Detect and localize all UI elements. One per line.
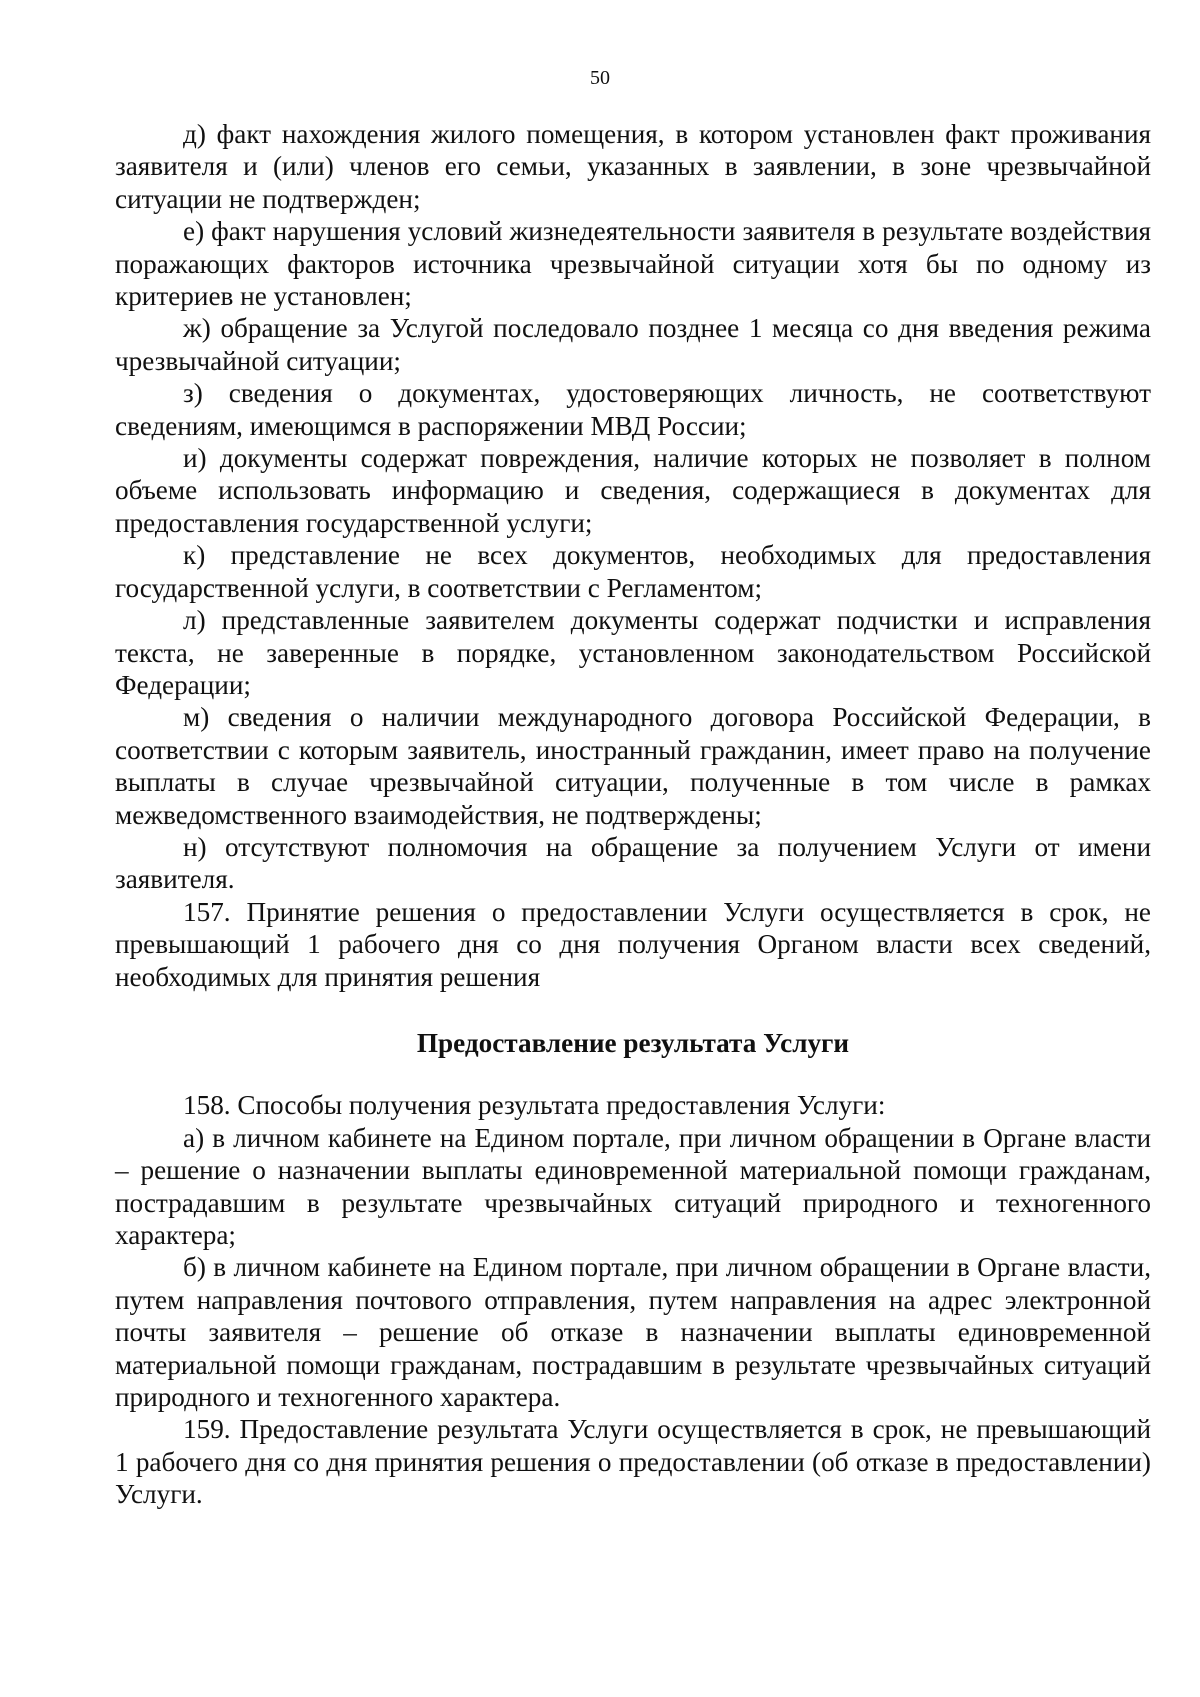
paragraph-item-zh: ж) обращение за Услугой последовало позднее 1 месяца со дня введения режима чрезвычайной ситуации; — [115, 313, 1151, 376]
paragraph-158-a: а) в личном кабинете на Едином портале, при личном обращении в Органе власти – решение о назначении выплаты единовременной материальной помощи гражданам, пострадавшим в результате чрезвычайных ситуаций природного и техногенного характера; — [115, 1122, 1151, 1250]
paragraph-item-e: е) факт нарушения условий жизнедеятельности заявителя в результате воздействия поражающих факторов источника чрезвычайной ситуации хотя бы по одному из критериев не установлен; — [115, 216, 1151, 312]
paragraph-159: 159. Предоставление результата Услуги осуществляется в срок, не превышающий 1 рабочего дня со дня принятия решения о предоставлении (об отказе в предоставлении) Услуги. — [115, 1414, 1151, 1510]
paragraph-item-i: и) документы содержат повреждения, наличие которых не позволяет в полном объеме использовать информацию и сведения, содержащиеся в документах для предоставления государственной услуги; — [115, 443, 1151, 538]
paragraph-item-k: к) представление не всех документов, необходимых для предоставления государственной услуги, в соответствии с Регламентом; — [115, 540, 1151, 603]
paragraph-item-z: з) сведения о документах, удостоверяющих личность, не соответствуют сведениям, имеющимся в распоряжении МВД России; — [115, 378, 1151, 441]
paragraph-157: 157. Принятие решения о предоставлении Услуги осуществляется в срок, не превышающий 1 рабочего дня со дня получения Органом власти всех сведений, необходимых для принятия решения — [115, 896, 1151, 992]
paragraph-item-n: н) отсутствуют полномочия на обращение за получением Услуги от имени заявителя. — [115, 831, 1151, 895]
paragraph-158-b: б) в личном кабинете на Едином портале, при личном обращении в Органе власти, путем направления почтового отправления, путем направления на адрес электронной почты заявителя – решение об отказе в назначении выплаты единовременной материальной помощи гражданам, пострадавшим в результате чрезвычайных ситуаций природного и техногенного характера. — [115, 1252, 1151, 1413]
paragraph-item-m: м) сведения о наличии международного договора Российской Федерации, в соответствии с которым заявитель, иностранный гражданин, имеет право на получение выплаты в случае чрезвычайной ситуации, полученные в том числе в рамках межведомственного взаимодействия, не подтверждены; — [115, 702, 1151, 830]
section-heading: Предоставление результата Услуги — [416, 1027, 850, 1058]
paragraph-item-l: л) представленные заявителем документы содержат подчистки и исправления текста, не заверенные в порядке, установленном законодательством Российской Федерации; — [115, 605, 1151, 700]
paragraph-item-d: д) факт нахождения жилого помещения, в котором установлен факт проживания заявителя и (или) членов его семьи, указанных в заявлении, в зоне чрезвычайной ситуации не подтвержден; — [115, 119, 1151, 214]
page-number: 50 — [590, 67, 610, 89]
document-body — [115, 118, 1151, 1511]
paragraph-158: 158. Способы получения результата предоставления Услуги: — [183, 1090, 886, 1121]
